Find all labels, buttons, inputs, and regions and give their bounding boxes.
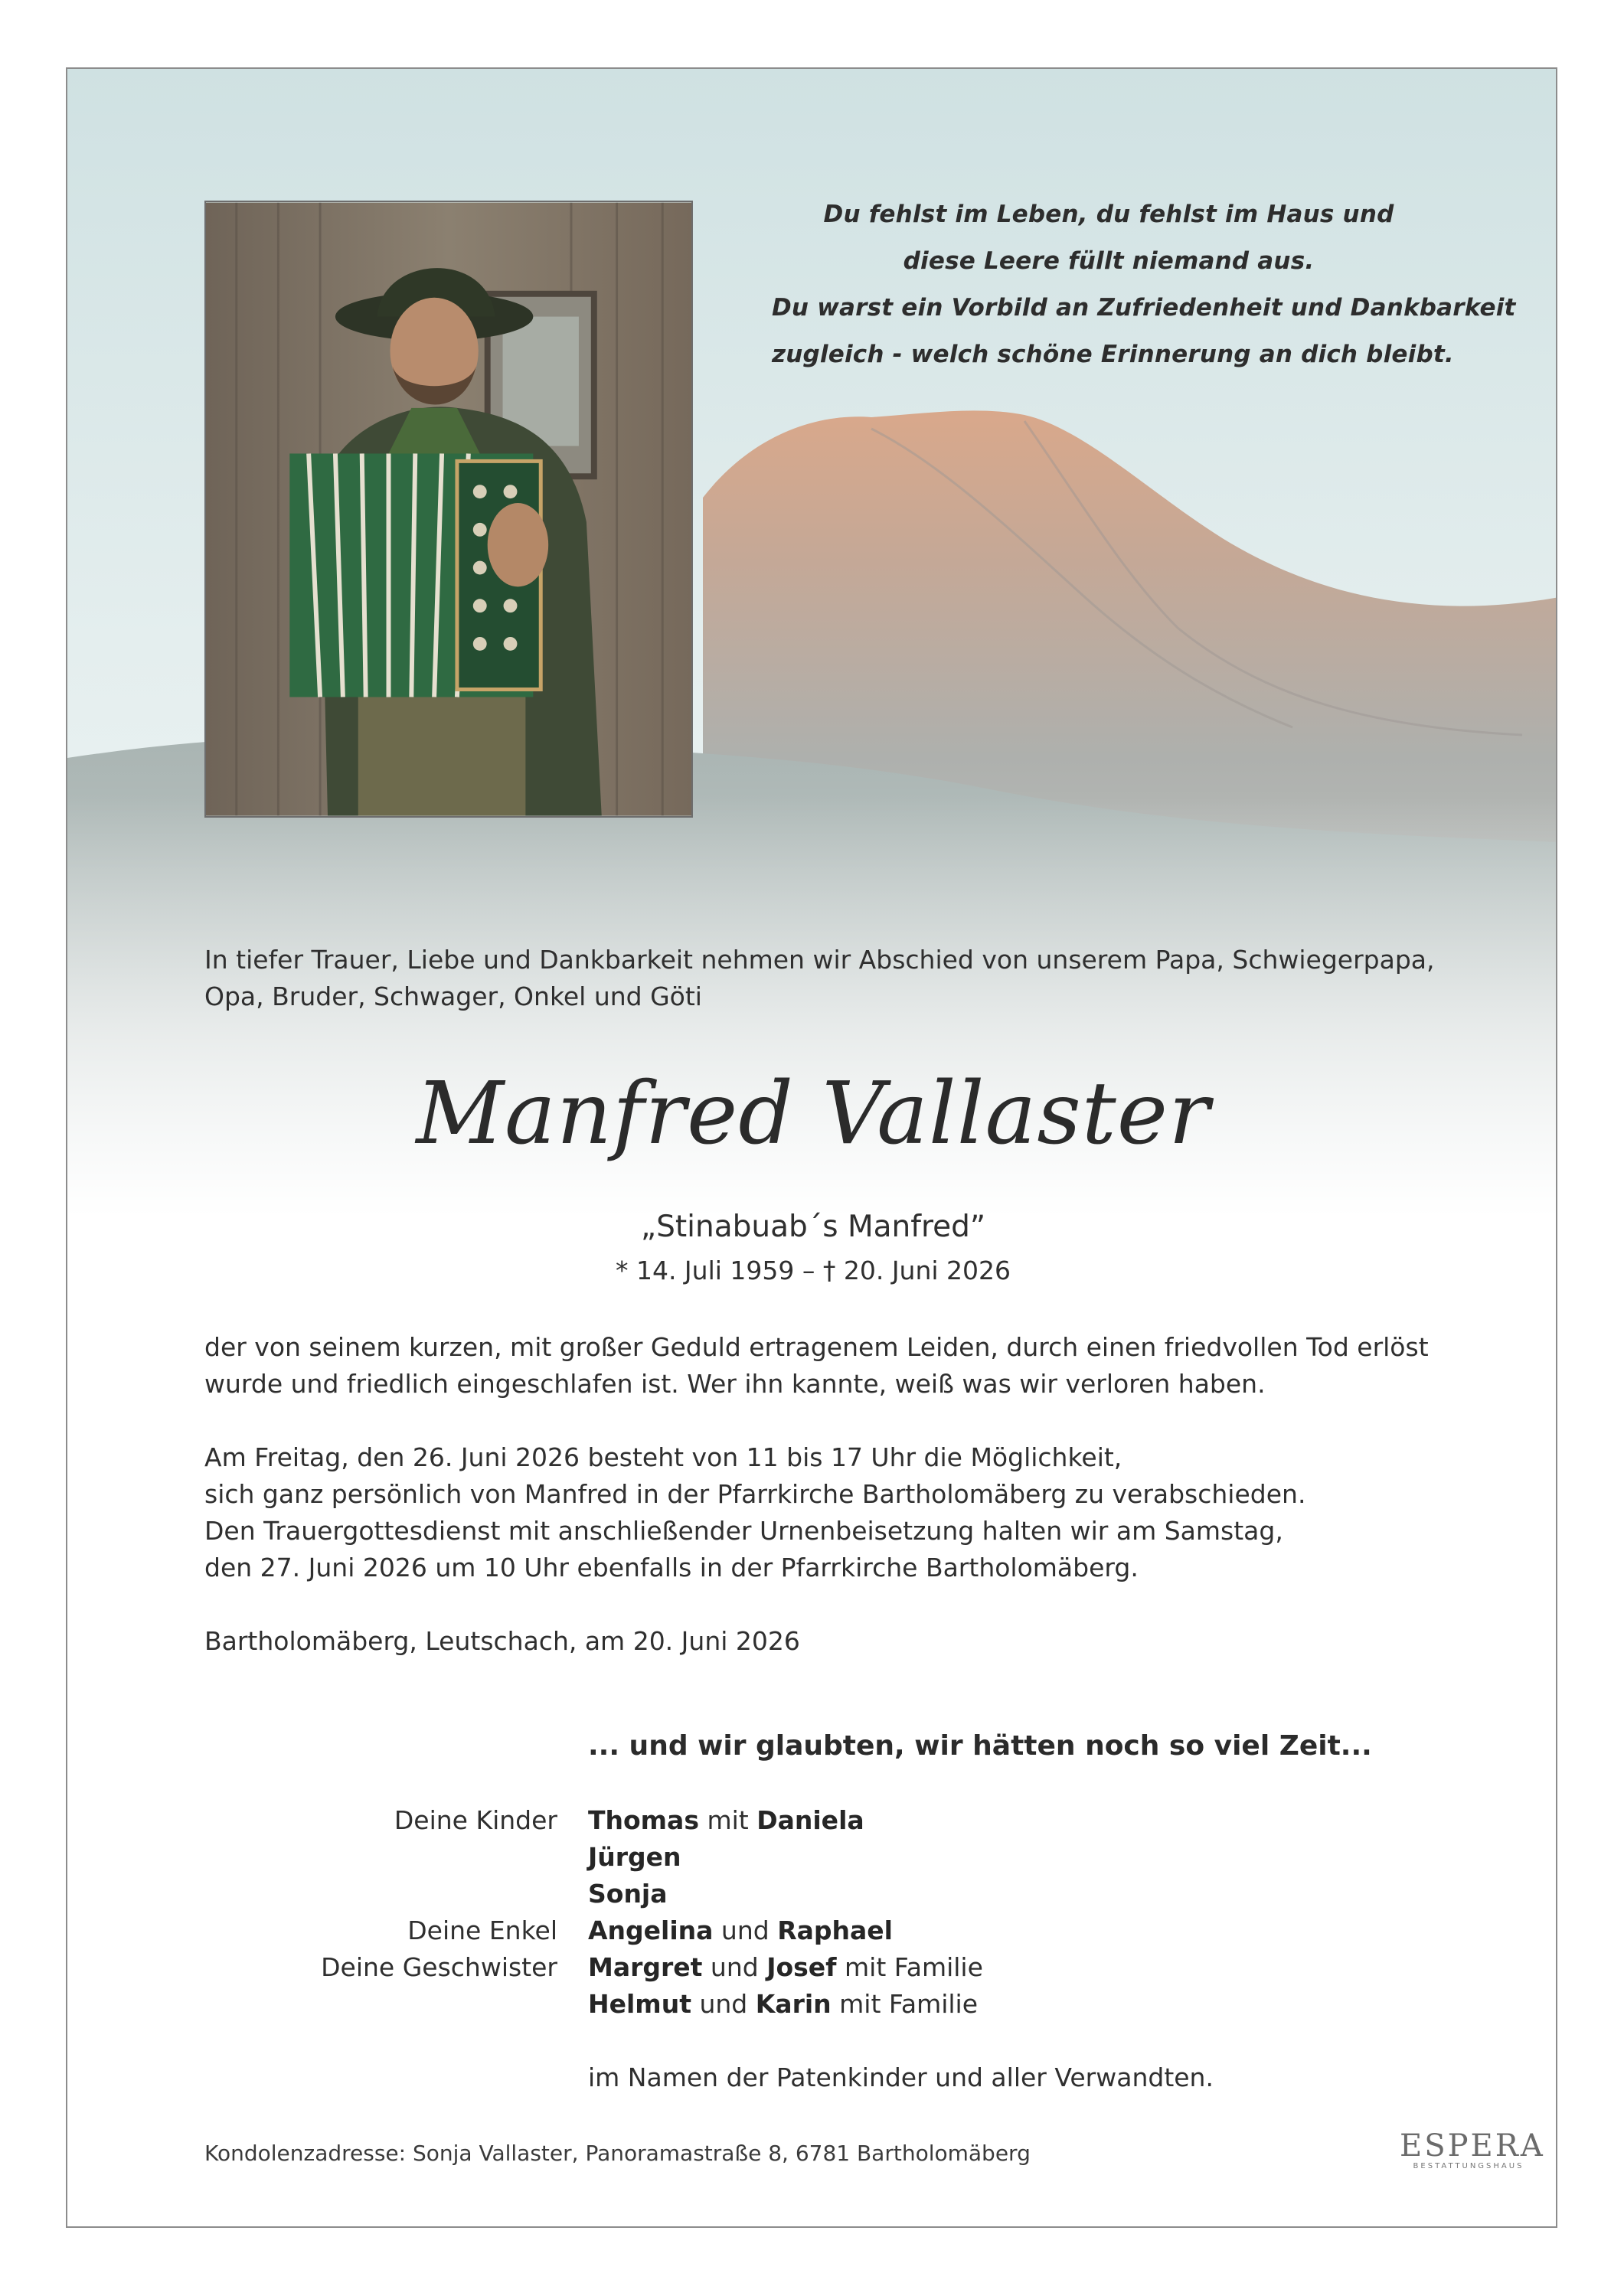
quote-line: Du fehlst im Leben, du fehlst im Haus und — [823, 201, 1394, 228]
paragraph-passing — [204, 1329, 1429, 1403]
connector-text: und — [691, 1989, 756, 2019]
person-name: Daniela — [756, 1805, 864, 1835]
family-label: Deine Kinder — [394, 1805, 557, 1835]
intro-line: Opa, Bruder, Schwager, Onkel und Göti — [204, 981, 702, 1011]
life-dates: * 14. Juli 1959 – † 20. Juni 2026 — [615, 1256, 1011, 1285]
obituary-card — [66, 67, 1557, 2228]
family-closing: im Namen der Patenkinder und aller Verwandten. — [588, 2062, 1214, 2092]
person-name: Thomas — [588, 1805, 699, 1835]
paragraph-line: Am Freitag, den 26. Juni 2026 besteht von 11 bis 17 Uhr die Möglichkeit, — [204, 1442, 1122, 1472]
paragraph-funeral — [204, 1439, 1305, 1586]
family-names — [588, 1802, 864, 1839]
family-label: Deine Geschwister — [321, 1952, 557, 1982]
family-names — [588, 1876, 668, 1912]
accordion-player-image — [206, 202, 691, 816]
condolence-address: Kondolenzadresse: Sonja Vallaster, Panoramastraße 8, 6781 Bartholomäberg — [204, 2141, 1031, 2166]
funeral-home-logo — [1400, 2128, 1545, 2170]
person-name: Sonja — [588, 1879, 668, 1909]
quote-line: diese Leere füllt niemand aus. — [903, 247, 1315, 275]
nickname: „Stinabuab´s Manfred” — [640, 1210, 986, 1244]
memorial-quote — [772, 191, 1516, 378]
person-name: Jürgen — [588, 1842, 681, 1872]
connector-text: mit Familie — [831, 1989, 979, 2019]
family-names — [588, 1986, 978, 2023]
paragraph-line: Den Trauergottesdienst mit anschließender Urnenbeisetzung halten wir am Samstag, — [204, 1516, 1283, 1546]
intro-line: In tiefer Trauer, Liebe und Dankbarkeit nehmen wir Abschied von unserem Papa, Schwiegerpapa, — [204, 945, 1435, 975]
place-date: Bartholomäberg, Leutschach, am 20. Juni 2026 — [204, 1626, 800, 1656]
intro-text — [204, 942, 1435, 1015]
paragraph-line: den 27. Juni 2026 um 10 Uhr ebenfalls in der Pfarrkirche Bartholomäberg. — [204, 1553, 1139, 1582]
logo-subtitle: BESTATTUNGSHAUS — [1413, 2162, 1524, 2170]
deceased-name: Manfred Vallaster — [416, 1064, 1211, 1164]
connector-text: und — [702, 1952, 767, 1982]
person-name: Angelina — [588, 1916, 714, 1945]
connector-text: und — [713, 1916, 778, 1945]
family-names — [588, 1949, 983, 1986]
person-name: Helmut — [588, 1989, 691, 2019]
connector-text: mit — [698, 1805, 757, 1835]
portrait-photo — [204, 201, 693, 818]
paragraph-line: wurde und friedlich eingeschlafen ist. Wer ihn kannte, weiß was wir verloren haben. — [204, 1369, 1266, 1399]
person-name: Josef — [766, 1952, 837, 1982]
family-names — [588, 1912, 893, 1949]
family-names — [588, 1839, 681, 1876]
paragraph-line: sich ganz persönlich von Manfred in der Pfarrkirche Bartholomäberg zu verabschieden. — [204, 1479, 1306, 1509]
connector-text: mit Familie — [836, 1952, 983, 1982]
family-label: Deine Enkel — [407, 1916, 557, 1945]
person-name: Margret — [588, 1952, 703, 1982]
paragraph-line: der von seinem kurzen, mit großer Geduld ertragenem Leiden, durch einen friedvollen Tod erlöst — [204, 1332, 1429, 1362]
person-name: Karin — [755, 1989, 832, 2019]
logo-wordmark: ESPERA — [1400, 2128, 1545, 2164]
motto: ... und wir glaubten, wir hätten noch so viel Zeit... — [588, 1730, 1372, 1762]
quote-line: zugleich - welch schöne Erinnerung an dich bleibt. — [772, 341, 1454, 368]
quote-line: Du warst ein Vorbild an Zufriedenheit und Dankbarkeit — [772, 294, 1516, 322]
person-name: Raphael — [777, 1916, 893, 1945]
